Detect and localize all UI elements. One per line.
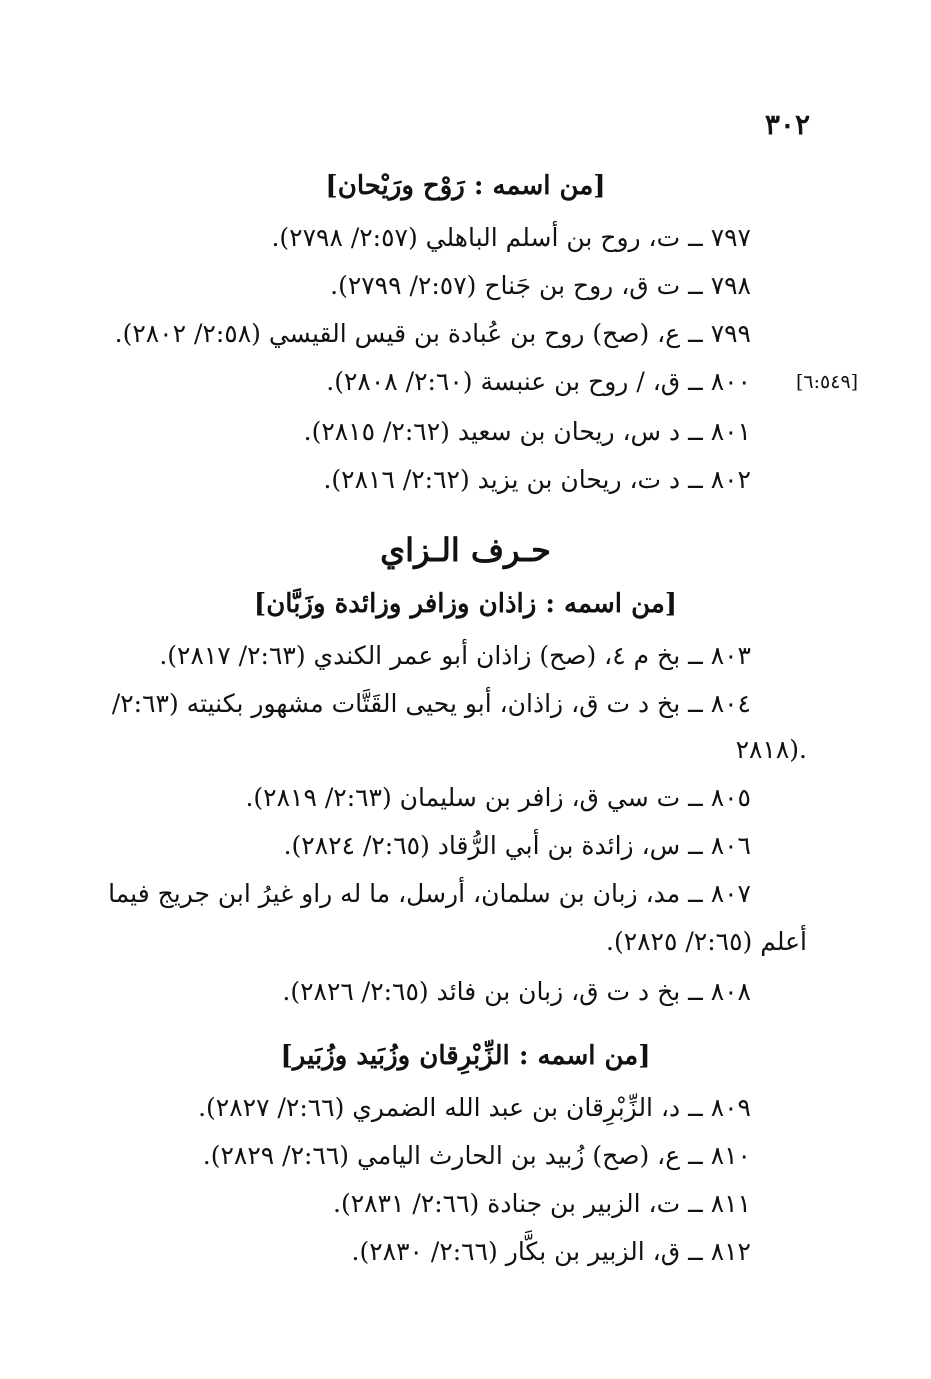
entry-804-line1: ٨٠٤ ــ بخ د ت ق، زاذان، أبو يحيى القَتَّات مشهور بكنيته (٢:٦٣/ xyxy=(111,689,751,718)
margin-reference: [٦:٥٤٩] xyxy=(796,371,859,393)
entry-809: ٨٠٩ ــ د، الزِّبْرِقان بن عبد الله الضمري (٢:٦٦/ ٢٨٢٧). xyxy=(198,1093,751,1122)
entry-805: ٨٠٥ ــ ت سي ق، زافر بن سليمان (٢:٦٣/ ٢٨١٩). xyxy=(245,783,751,812)
entry-804-line2: ٢٨١٨). xyxy=(735,735,807,764)
entry-803: ٨٠٣ ــ بخ م ٤، (صح) زاذان أبو عمر الكندي (٢:٦٣/ ٢٨١٧). xyxy=(159,641,751,670)
entry-806: ٨٠٦ ــ س، زائدة بن أبي الرُّقاد (٢:٦٥/ ٢٨٢٤). xyxy=(283,831,751,860)
section-heading-rawh: [من اسمه : رَوْح ورَيْحان] xyxy=(325,171,606,201)
entry-808: ٨٠٨ ــ بخ د ت ق، زبان بن فائد (٢:٦٥/ ٢٨٢٦). xyxy=(282,977,751,1006)
entry-799: ٧٩٩ ــ ع، (صح) روح بن عُبادة بن قيس القيسي (٢:٥٨/ ٢٨٠٢). xyxy=(114,319,751,348)
entry-797: ٧٩٧ ــ ت، روح بن أسلم الباهلي (٢:٥٧/ ٢٧٩٨). xyxy=(271,223,751,252)
entry-807-line2: أعلم (٢:٦٥/ ٢٨٢٥). xyxy=(606,927,807,956)
entry-807-line1: ٨٠٧ ــ مد، زبان بن سلمان، أرسل، ما له راو غيرُ ابن جريج فيما xyxy=(108,879,751,908)
section-heading-zadhan: [من اسمه : زاذان وزافر وزائدة وزَبَّان] xyxy=(253,589,678,619)
entry-801: ٨٠١ ــ د س، ريحان بن سعيد (٢:٦٢/ ٢٨١٥). xyxy=(303,417,751,446)
entry-812: ٨١٢ ــ ق، الزبير بن بكَّار (٢:٦٦/ ٢٨٣٠). xyxy=(351,1237,751,1266)
section-heading-zibriqan: [من اسمه : الزِّبْرِقان وزُبَيد وزُبَير] xyxy=(280,1041,651,1071)
letter-heading-zay: حـرف الـزاي xyxy=(380,531,551,569)
entry-811: ٨١١ ــ ت، الزبير بن جنادة (٢:٦٦/ ٢٨٣١). xyxy=(333,1189,751,1218)
entry-802: ٨٠٢ ــ د ت، ريحان بن يزيد (٢:٦٢/ ٢٨١٦). xyxy=(323,465,751,494)
entry-798: ٧٩٨ ــ ت ق، روح بن جَناح (٢:٥٧/ ٢٧٩٩). xyxy=(330,271,751,300)
entry-800: ٨٠٠ ــ ق، / روح بن عنبسة (٢:٦٠/ ٢٨٠٨). xyxy=(326,367,751,396)
page-number: ٣٠٢ xyxy=(764,108,810,141)
entry-810: ٨١٠ ــ ع، (صح) زُبيد بن الحارث اليامي (٢:٦٦/ ٢٨٢٩). xyxy=(202,1141,751,1170)
